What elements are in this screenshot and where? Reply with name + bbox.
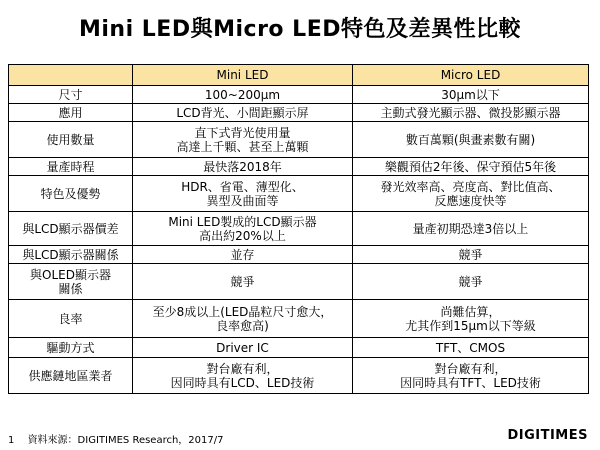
table-row — [9, 86, 589, 104]
header-mini-led: Mini LED — [133, 65, 353, 86]
mini-cell: LCD背光、小間距顯示屏 — [133, 104, 353, 122]
header-corner — [9, 65, 133, 86]
micro-cell: 數百萬顆(與畫素數有關) — [353, 122, 589, 158]
row-label: 與LCD顯示器關係 — [9, 246, 133, 264]
mini-cell: 並存 — [133, 246, 353, 264]
table-row — [9, 264, 589, 300]
row-label: 供應鏈地區業者 — [9, 358, 133, 394]
mini-cell: 100~200μm — [133, 86, 353, 104]
micro-cell: 30μm以下 — [353, 86, 589, 104]
mini-cell: 對台廠有利， 因同時具有LCD、LED技術 — [133, 358, 353, 394]
micro-cell: 競爭 — [353, 264, 589, 300]
micro-cell: TFT、CMOS — [353, 338, 589, 358]
source-footnote — [8, 431, 224, 446]
micro-cell: 發光效率高、亮度高、對比值高、 反應速度快等 — [353, 176, 589, 212]
mini-cell: 競爭 — [133, 264, 353, 300]
micro-cell: 尚難估算， 尤其作到15μm以下等級 — [353, 300, 589, 338]
table-row — [9, 358, 589, 394]
mini-cell: Driver IC — [133, 338, 353, 358]
row-label: 與OLED顯示器 關係 — [9, 264, 133, 300]
table-row — [9, 104, 589, 122]
table-row — [9, 300, 589, 338]
mini-cell: 直下式背光使用量 高達上千顆、甚至上萬顆 — [133, 122, 353, 158]
digitimes-logo: DIGITIMES — [507, 428, 588, 443]
table-row — [9, 246, 589, 264]
table-row — [9, 212, 589, 246]
table-row — [9, 122, 589, 158]
mini-cell: Mini LED製成的LCD顯示器 高出約20%以上 — [133, 212, 353, 246]
row-label: 應用 — [9, 104, 133, 122]
table-row — [9, 338, 589, 358]
page-number: 1 — [8, 435, 15, 446]
micro-cell: 競爭 — [353, 246, 589, 264]
mini-cell: HDR、省電、薄型化、 異型及曲面等 — [133, 176, 353, 212]
mini-cell: 最快落2018年 — [133, 158, 353, 176]
table-row — [9, 176, 589, 212]
header-micro-led: Micro LED — [353, 65, 589, 86]
mini-cell: 至少8成以上(LED晶粒尺寸愈大， 良率愈高) — [133, 300, 353, 338]
row-label: 良率 — [9, 300, 133, 338]
row-label: 特色及優勢 — [9, 176, 133, 212]
page-title: Mini LED與Micro LED特色及差異性比較 — [78, 17, 521, 42]
micro-cell: 對台廠有利， 因同時具有TFT、LED技術 — [353, 358, 589, 394]
micro-cell: 樂觀預估2年後、保守預估5年後 — [353, 158, 589, 176]
row-label: 驅動方式 — [9, 338, 133, 358]
row-label: 量產時程 — [9, 158, 133, 176]
row-label: 與LCD顯示器價差 — [9, 212, 133, 246]
source-text: 資料來源：DIGITIMES Research，2017/7 — [27, 435, 224, 446]
micro-cell: 量產初期恐達3倍以上 — [353, 212, 589, 246]
row-label: 使用數量 — [9, 122, 133, 158]
table-row — [9, 158, 589, 176]
comparison-table — [8, 64, 589, 394]
micro-cell: 主動式發光顯示器、微投影顯示器 — [353, 104, 589, 122]
row-label: 尺寸 — [9, 86, 133, 104]
table-header-row — [9, 65, 589, 86]
